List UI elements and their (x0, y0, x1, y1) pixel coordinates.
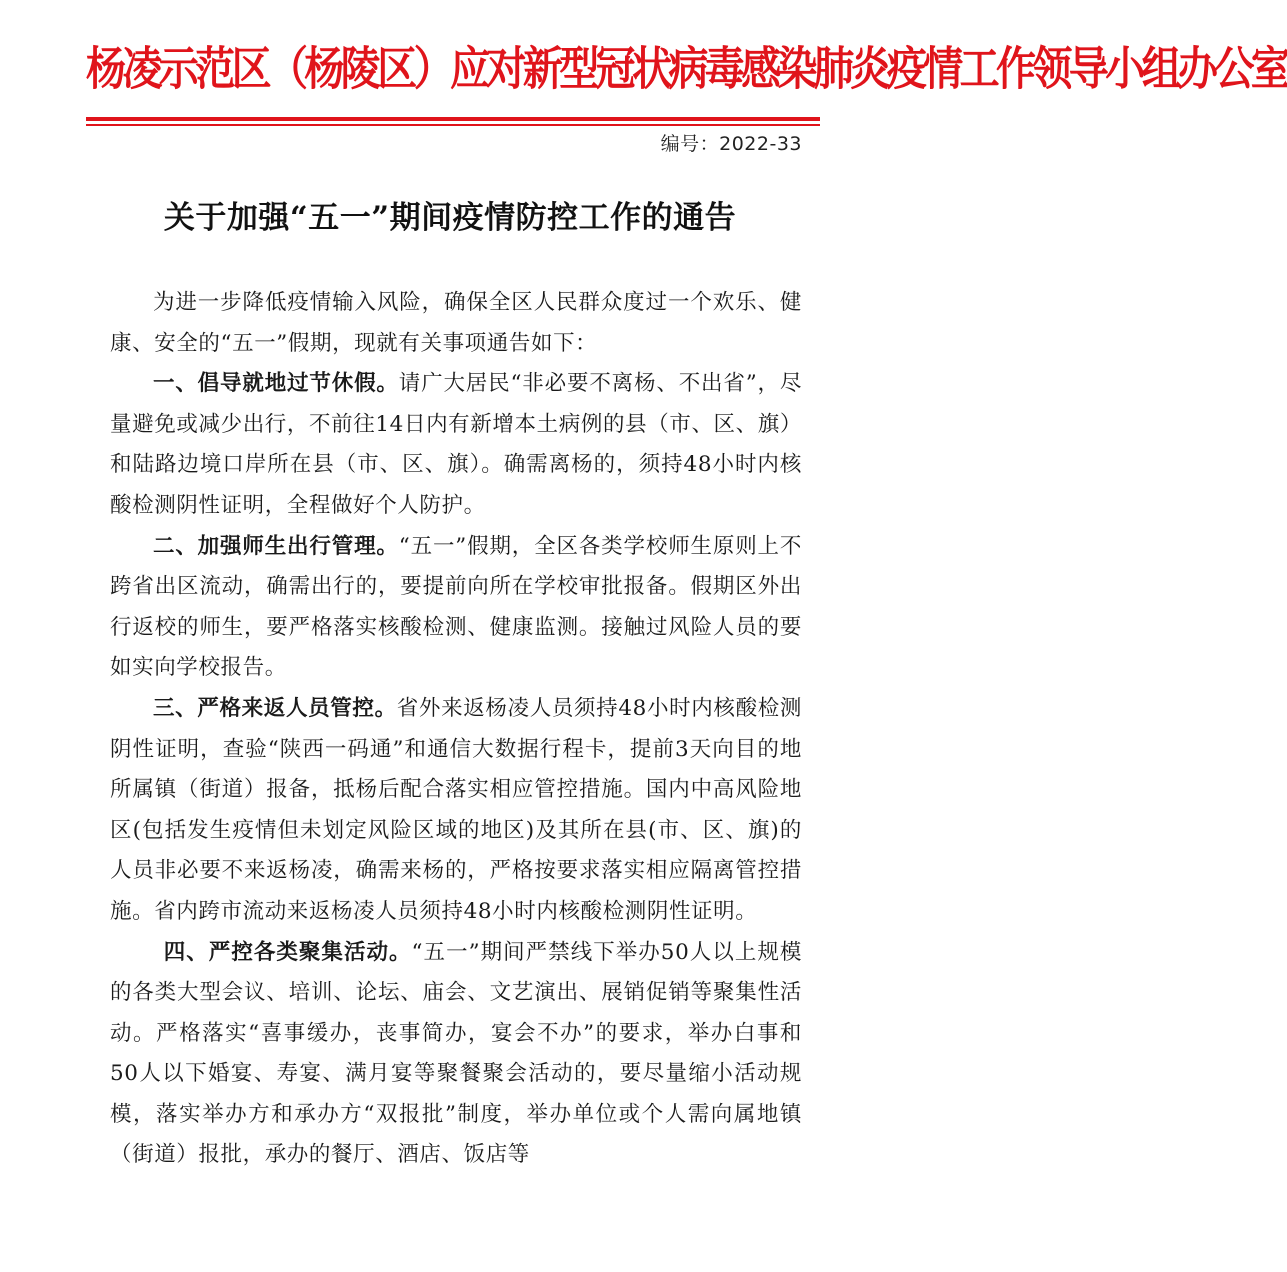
header-red-rule-thick (86, 117, 820, 121)
intro-paragraph: 为进一步降低疫情输入风险，确保全区人民群众度过一个欢乐、健康、安全的“五一”假期，现就有关事项通告如下： (110, 290, 802, 356)
header-red-rule-thin (86, 124, 820, 126)
org-header-title: 杨凌示范区（杨陵区）应对新型冠状病毒感染肺炎疫情工作领导小组办公室 (86, 42, 1287, 96)
notice-body (110, 283, 802, 1176)
section-paragraph-4 (110, 933, 802, 1177)
section-heading: 四、严控各类聚集活动。 (163, 939, 412, 965)
section-text: 省外来返杨凌人员须持48小时内核酸检测阴性证明，查验“陕西一码通”和通信大数据行程卡，提前3天向目的地所属镇（街道）报备，抵杨后配合落实相应管控措施。国内中高风险地区(包括发生疫情但未划定风险区域的地区)及其所在县(市、区、旗)的人员非必要不来返杨凌，确需来杨的，严格按要求落实相应隔离管控措施。省内跨市流动来返杨凌人员须持48小时内核酸检测阴性证明。 (110, 695, 802, 924)
section-heading: 一、倡导就地过节休假。 (153, 371, 399, 397)
document-number: 编号：2022-33 (660, 133, 802, 155)
section-paragraph-3 (110, 689, 802, 933)
section-text: “五一”假期，全区各类学校师生原则上不跨省出区流动，确需出行的，要提前向所在学校审批报备。假期区外出行返校的师生，要严格落实核酸检测、健康监测。接触过风险人员的要如实向学校报告。 (110, 533, 802, 681)
section-paragraph-2 (110, 527, 802, 689)
section-text: 请广大居民“非必要不离杨、不出省”，尽量避免或减少出行，不前往14日内有新增本土病例的县（市、区、旗）和陆路边境口岸所在县（市、区、旗）。确需离杨的，须持48小时内核酸检测阴性证明，全程做好个人防护。 (110, 371, 802, 518)
section-heading: 二、加强师生出行管理。 (153, 533, 399, 559)
section-paragraph-1 (110, 364, 802, 526)
section-text: “五一”期间严禁线下举办50人以上规模的各类大型会议、培训、论坛、庙会、文艺演出、展销促销等聚集性活动。严格落实“喜事缓办，丧事简办，宴会不办”的要求，举办白事和50人以下婚宴、寿宴、满月宴等聚餐聚会活动的，要尽量缩小活动规模，落实举办方和承办方“双报批”制度，举办单位或个人需向属地镇（街道）报批，承办的餐厅、酒店、饭店等 (110, 939, 802, 1168)
section-heading: 三、严格来返人员管控。 (153, 695, 397, 721)
notice-title: 关于加强“五一”期间疫情防控工作的通告 (163, 200, 737, 236)
